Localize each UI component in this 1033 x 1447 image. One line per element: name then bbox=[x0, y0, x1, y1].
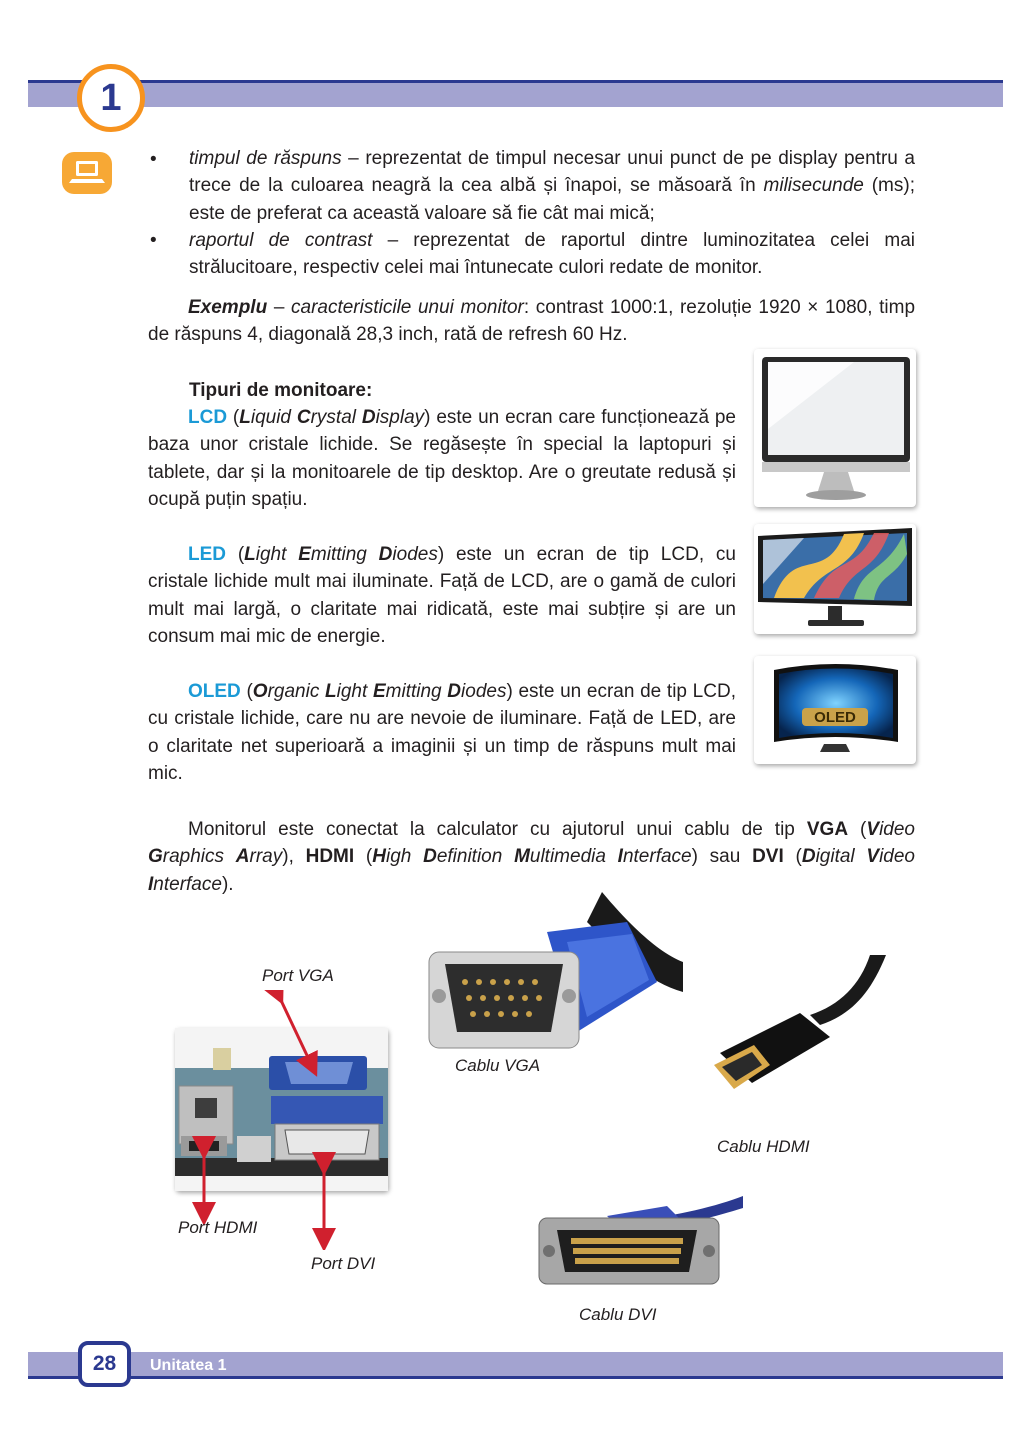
term-response-time: timpul de răspuns bbox=[189, 148, 342, 169]
bullet-marker: • bbox=[150, 149, 157, 170]
connection-paragraph: Monitorul este conectat la calculator cu ajutorul unui cablu de tip VGA (Video Graphics Array), HDMI (High Definition Multimedia Interface) sau DVI (Digital Video Interface). bbox=[148, 819, 915, 895]
header-band bbox=[28, 80, 1003, 107]
lcd-monitor-image bbox=[754, 349, 916, 507]
bullet-contrast-ratio: raportul de contrast – reprezentat de raportul dintre luminozitatea celei mai strălucitoare, respectiv celei mai întunecate culori redate de monitor. bbox=[189, 230, 915, 279]
term-contrast-ratio: raportul de contrast bbox=[189, 230, 373, 251]
caption-port-dvi: Port DVI bbox=[311, 1254, 376, 1273]
caption-cable-vga: Cablu VGA bbox=[455, 1056, 541, 1075]
bullet-marker: • bbox=[150, 230, 157, 251]
lcd-paragraph: LCD (Liquid Crystal Display) este un ecran care funcționează pe baza unor cristale lichide. Se regăsește în special la laptopuri și tablete, dar și la monitoarele de tip desktop. Are o greutate redusă și ocupă puțin spațiu. bbox=[148, 407, 737, 511]
port-arrows bbox=[170, 990, 370, 1250]
caption-cable-hdmi: Cablu HDMI bbox=[717, 1137, 810, 1156]
bullet-response-time: timpul de răspuns – reprezentat de timpul necesar unui punct de pe display pentru a trece de la culoarea neagră la cea albă și înapoi, se măsoară în milisecunde (ms); este de preferat ca această valoare să fie cât mai mică; bbox=[189, 148, 915, 224]
page-number: 28 bbox=[78, 1341, 131, 1387]
oled-paragraph: OLED (Organic Light Emitting Diodes) este un ecran de tip LCD, cu cristale lichide, care nu are nevoie de iluminare. Față de LED, are o claritate net superioară a imaginii și un timp de răspuns mult mai mic. bbox=[148, 681, 736, 785]
chapter-number: 1 bbox=[100, 76, 122, 119]
caption-cable-dvi: Cablu DVI bbox=[579, 1305, 657, 1324]
example-paragraph: Exemplu – caracteristicile unui monitor: contrast 1000:1, rezoluție 1920 × 1080, timp de răspuns 4, diagonală 28,3 inch, rată de refresh 60 Hz. bbox=[148, 297, 916, 346]
hdmi-cable-image bbox=[700, 955, 886, 1103]
led-paragraph: LED (Light Emitting Diodes) este un ecran de tip LCD, cu cristale lichide mult mai iluminate. Față de LCD, are o gamă de culori mult mai largă, o claritate mai ridicată, este mai subțire și are un consum mai mic de energie. bbox=[148, 544, 736, 648]
types-heading: Tipuri de monitoare: bbox=[189, 380, 373, 401]
unit-label: Unitatea 1 bbox=[150, 1357, 227, 1374]
oled-tv-image bbox=[754, 656, 916, 764]
vga-cable-image bbox=[427, 892, 683, 1055]
caption-port-hdmi: Port HDMI bbox=[178, 1218, 258, 1237]
chapter-badge bbox=[77, 64, 145, 132]
led-monitor-image bbox=[754, 524, 916, 634]
oled-logo-text: OLED bbox=[814, 709, 856, 726]
laptop-icon bbox=[62, 152, 112, 194]
caption-port-vga: Port VGA bbox=[262, 966, 334, 985]
dvi-cable-image bbox=[537, 1196, 743, 1288]
